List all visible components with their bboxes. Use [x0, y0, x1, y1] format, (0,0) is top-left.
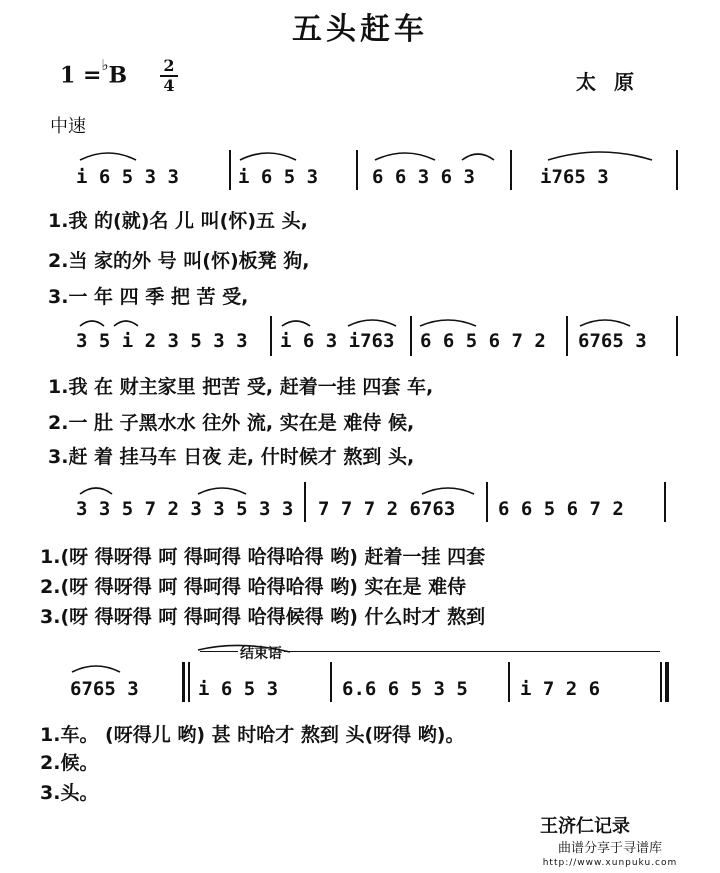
recorder-credit: 王济仁记录 — [540, 816, 630, 837]
slur — [198, 488, 246, 494]
slur — [580, 320, 630, 326]
slur — [198, 645, 290, 652]
tempo-marking: 中速 — [50, 116, 86, 137]
slur — [375, 153, 435, 160]
lyric-line: 2.候。 — [40, 752, 99, 774]
measure-2-3: 6 6 5 6 7 2 — [420, 330, 546, 352]
measure-3-2: 7 7 7 2 6763 — [318, 498, 456, 520]
slur — [462, 154, 494, 160]
key-prefix: 1 = — [60, 62, 102, 89]
key-tonic: B — [108, 62, 128, 89]
slur — [80, 488, 112, 494]
watermark-url: http://www.xunpuku.com — [542, 858, 678, 868]
measure-2-1: 3 5 i 2 3 5 3 3 — [76, 330, 248, 352]
slur — [240, 153, 296, 160]
measure-4-3: 6.6 6 5 3 5 — [342, 678, 468, 700]
meter-top: 2 — [163, 56, 175, 75]
lyric-line: 1.(呀 得呀得 呵 得呵得 哈得哈得 哟) 赶着一挂 四套 — [40, 546, 486, 568]
lyric-line: 2.一 肚 子黑水水 往外 流, 实在是 难侍 候, — [48, 412, 415, 434]
measure-1-2: i 6 5 3 — [238, 166, 319, 188]
slur — [548, 152, 652, 160]
song-title: 五头赶车 — [292, 12, 428, 47]
lyric-line: 3.赶 着 挂马车 日夜 走, 什时候才 熬到 头, — [48, 446, 415, 468]
watermark-text: 曲谱分享于寻谱库 — [557, 841, 662, 856]
measure-1-4: i765 3 — [540, 166, 609, 188]
measure-4-1: 6765 3 — [70, 678, 139, 700]
ending-label: 结束语 — [238, 643, 284, 663]
slur — [282, 321, 310, 326]
measure-1-1: i 6 5 3 3 — [76, 166, 179, 188]
slur — [80, 153, 136, 160]
measure-3-1: 3 3 5 7 2 3 3 5 3 3 — [76, 498, 294, 520]
measure-2-2: i 6 3 i763 — [280, 330, 395, 352]
measure-2-4: 6765 3 — [578, 330, 647, 352]
measure-4-4: i 7 2 6 — [520, 678, 601, 700]
slur — [422, 488, 474, 494]
slur — [72, 666, 120, 672]
meter-bottom: 4 — [163, 76, 175, 95]
measure-3-3: 6 6 5 6 7 2 — [498, 498, 624, 520]
lyric-line: 1.我 在 财主家里 把苦 受, 赶着一挂 四套 车, — [48, 376, 434, 398]
measure-4-2: i 6 5 3 — [198, 678, 279, 700]
lyric-line: 3.(呀 得呀得 呵 得呵得 哈得候得 哟) 什么时才 熬到 — [40, 606, 486, 628]
slur — [348, 320, 396, 326]
lyric-line: 1.我 的(就)名 儿 叫(怀)五 头, — [48, 210, 308, 232]
origin-label: 太原 — [576, 70, 652, 94]
lyric-line: 1.车。 (呀得儿 哟) 甚 时哈才 熬到 头(呀得 哟)。 — [40, 724, 465, 746]
measure-1-3: 6 6 3 6 3 — [372, 166, 475, 188]
lyric-line: 2.(呀 得呀得 呵 得呵得 哈得哈得 哟) 实在是 难侍 — [40, 576, 467, 598]
slur — [420, 320, 476, 326]
lyric-line: 3.头。 — [40, 782, 99, 804]
slur — [80, 321, 104, 326]
flat-symbol: ♭ — [101, 56, 109, 74]
lyric-line: 2.当 家的外 号 叫(怀)板凳 狗, — [48, 250, 310, 272]
watermark — [520, 842, 700, 870]
lyric-line: 3.一 年 四 季 把 苦 受, — [48, 286, 249, 308]
slur — [114, 321, 138, 326]
